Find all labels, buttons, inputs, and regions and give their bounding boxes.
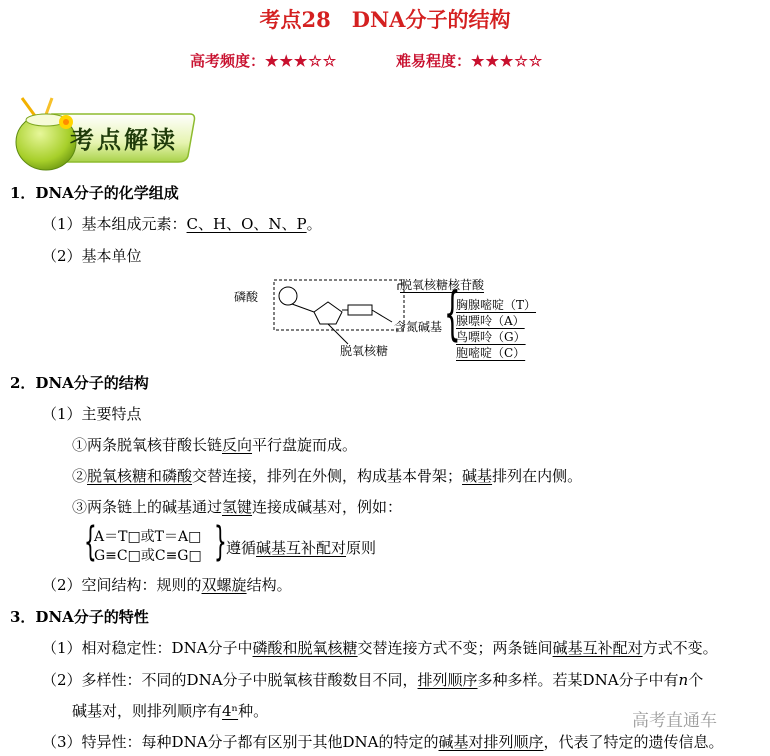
pair-rule-b: 原则	[346, 539, 377, 557]
s3-p2-l2-a: 碱基对，则排列顺序有	[72, 702, 223, 720]
s3-p3-b: ，代表了特定的遗传信息。	[543, 733, 724, 751]
s2-f2-u1: 脱氧核糖和磷酸	[87, 467, 193, 485]
s3-point-2-cont	[72, 700, 268, 721]
s2-point-2	[42, 574, 292, 595]
base-t: 胸腺嘧啶（T）	[456, 298, 537, 312]
pair-rule-u: 碱基互补配对	[256, 539, 347, 557]
page-title: 考点28 DNA分子的结构	[259, 7, 511, 32]
s3-p1-a: （1）相对稳定性：DNA分子中	[42, 639, 253, 657]
s2-feature-2	[72, 465, 582, 486]
section-2-heading: 2．DNA分子的结构	[10, 374, 149, 392]
s2-f1-b: 平行盘旋而成。	[252, 436, 358, 454]
s3-p2-b: 多种多样。若某DNA分子中有	[477, 671, 679, 689]
s1-p1-suffix: 。	[306, 215, 322, 233]
section-banner	[8, 96, 198, 176]
s3-p1-u1: 磷酸和脱氧核糖	[252, 639, 358, 657]
pair-left-brace: {	[84, 519, 97, 565]
s2-point-1: （1）主要特点	[42, 405, 142, 423]
s3-p3-u: 碱基对排列顺序	[438, 733, 544, 751]
s3-p2-u: 排列顺序	[417, 671, 478, 689]
s2-feature-1	[72, 434, 357, 455]
deoxyribose-label: 脱氧核糖	[340, 344, 389, 358]
s3-point-2	[42, 669, 703, 690]
s2-f3-b: 连接成碱基对，例如：	[252, 498, 403, 516]
pair-line-1: A＝T□或T＝A□	[94, 529, 202, 545]
s2-f2-u2: 碱基	[462, 467, 493, 485]
s1-elements: C、H、O、N、P	[186, 215, 307, 233]
frequency-rating	[190, 50, 337, 71]
s2-f1-a: ①两条脱氧核苷酸长链	[72, 436, 223, 454]
base-label: 含氮碱基	[394, 320, 443, 334]
base-c: 胞嘧啶（C）	[456, 346, 526, 360]
nucleotide-diagram	[230, 270, 550, 362]
s2-feature-3	[72, 496, 402, 517]
s3-p3-a: （3）特异性：每种DNA分子都有区别于其他DNA的特定的	[42, 733, 439, 751]
frequency-stars: ★★★☆☆	[265, 52, 338, 70]
base-brace: {	[444, 279, 461, 347]
s3-p1-u2: 碱基互补配对	[552, 639, 643, 657]
s2-f3-u: 氢键	[222, 498, 253, 516]
s1-point-1	[42, 213, 322, 234]
s2-f2-a: ②	[72, 467, 88, 485]
s2-p2-u: 双螺旋	[201, 576, 247, 594]
s2-f2-c: 排列在内侧。	[492, 467, 583, 485]
nucleotide-label: 脱氧核糖核苷酸	[400, 278, 485, 292]
s3-point-3	[42, 731, 724, 752]
s3-p2-n: n	[678, 671, 689, 689]
section-3-heading: 3．DNA分子的特性	[10, 608, 149, 626]
pair-right-brace: }	[214, 519, 227, 565]
s3-p2-l2-u: 4ⁿ	[222, 702, 239, 720]
s1-point-2: （2）基本单位	[42, 247, 142, 265]
s3-p2-c: 个	[688, 671, 704, 689]
base-g: 鸟嘌呤（G）	[456, 330, 526, 344]
s2-f1-u: 反向	[222, 436, 253, 454]
s3-p2-a: （2）多样性：不同的DNA分子中脱氧核苷酸数目不同，	[42, 671, 418, 689]
section-1-heading: 1．DNA分子的化学组成	[10, 184, 179, 202]
s3-p1-b: 交替连接方式不变；两条链间	[357, 639, 553, 657]
s3-p2-l2-b: 种。	[238, 702, 269, 720]
watermark: 高考直通车	[632, 711, 717, 731]
difficulty-label: 难易程度：	[396, 52, 472, 70]
frequency-label: 高考频度：	[190, 52, 266, 70]
s2-f3-a: ③两条链上的碱基通过	[72, 498, 223, 516]
pair-rule	[226, 537, 376, 558]
s2-p2-b: 结构。	[246, 576, 292, 594]
base-a: 腺嘌呤（A）	[456, 314, 525, 328]
s1-p1-prefix: （1）基本组成元素：	[42, 215, 187, 233]
s2-f2-b: 交替连接，排列在外侧，构成基本骨架；	[192, 467, 463, 485]
pair-line-2: G≡C□或C≡G□	[94, 548, 202, 564]
s2-p2-a: （2）空间结构：规则的	[42, 576, 202, 594]
phosphate-label: 磷酸	[234, 290, 259, 304]
banner-text: 考点解读	[70, 125, 178, 154]
difficulty-rating	[396, 50, 543, 71]
pair-rule-a: 遵循	[226, 539, 257, 557]
s3-p1-c: 方式不变。	[642, 639, 718, 657]
s3-point-1	[42, 637, 718, 658]
difficulty-stars: ★★★☆☆	[471, 52, 544, 70]
